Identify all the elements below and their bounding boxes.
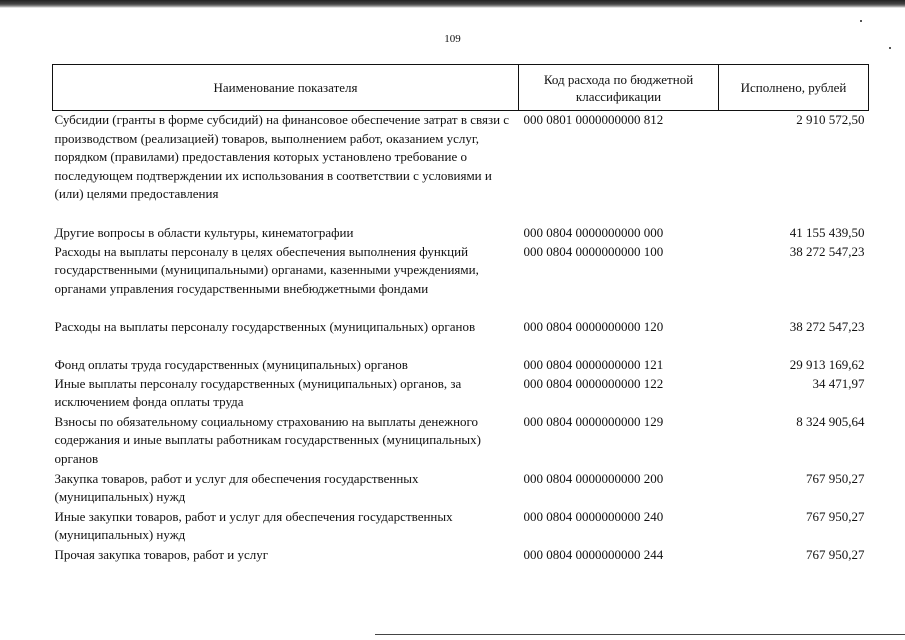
row-amount: 41 155 439,50 (789, 224, 865, 240)
row-amount: 38 272 547,23 (789, 243, 865, 259)
row-code: 000 0804 0000000000 121 (523, 356, 664, 372)
header-indicator-name (53, 65, 519, 111)
row-name: Расходы на выплаты персоналу государственных (муниципальных) органов (54, 318, 476, 334)
row-name: Субсидии (гранты в форме субсидий) на финансовое обеспечение затрат в связи с производством (реализацией) товаров, выполнением работ, оказанием услуг, порядком (правилами) предоставления которых установлено требование о последующем подтверждении их использования в соответствии с условиями и (или) целями предоставления (54, 112, 510, 202)
table-row (53, 318, 869, 356)
row-amount: 8 324 905,64 (796, 413, 865, 429)
page-number: 109 (444, 33, 461, 45)
scan-edge-bottom-rule (375, 634, 905, 635)
row-name: Иные выплаты персоналу государственных (муниципальных) органов, за исключением фонда оплаты труда (54, 375, 462, 410)
row-name: Прочая закупка товаров, работ и услуг (54, 546, 269, 562)
row-name: Расходы на выплаты персоналу в целях обеспечения выполнения функций государственными (муниципальными) органами, казенными учреждениями, органами управления государственными внебюджетными фондами (54, 243, 479, 296)
row-name: Взносы по обязательному социальному страхованию на выплаты денежного содержания и иные выплаты работникам государственных (муниципальных) органов (54, 413, 481, 466)
header-budget-code (519, 65, 719, 111)
row-name: Фонд оплаты труда государственных (муниципальных) органов (54, 356, 408, 372)
row-amount: 767 950,27 (806, 470, 865, 486)
table-row (53, 243, 869, 318)
row-name: Закупка товаров, работ и услуг для обеспечения государственных (муниципальных) нужд (54, 470, 419, 505)
row-amount: 29 913 169,62 (789, 356, 865, 372)
table-row (53, 224, 869, 243)
row-amount: 2 910 572,50 (796, 112, 865, 127)
row-code: 000 0804 0000000000 122 (523, 375, 664, 391)
table-row (53, 508, 869, 546)
scan-speck (889, 47, 891, 49)
row-code: 000 0804 0000000000 129 (523, 413, 664, 429)
scan-speck (860, 20, 862, 22)
row-code: 000 0804 0000000000 000 (523, 224, 664, 240)
header-budget-code-label: Код расхода по бюджетной классификации (543, 71, 694, 104)
table-row (53, 375, 869, 413)
expenditure-table (52, 64, 869, 565)
row-code: 000 0804 0000000000 200 (523, 470, 664, 486)
header-indicator-name-label: Наименование показателя (213, 80, 358, 95)
row-amount: 767 950,27 (806, 508, 865, 524)
row-code: 000 0804 0000000000 240 (523, 508, 664, 524)
row-code: 000 0804 0000000000 120 (523, 318, 664, 334)
row-name: Иные закупки товаров, работ и услуг для обеспечения государственных (муниципальных) нужд (54, 508, 453, 543)
header-executed-amount (719, 65, 869, 111)
row-amount: 38 272 547,23 (789, 318, 865, 334)
row-amount: 34 471,97 (812, 375, 865, 391)
table-row (53, 546, 869, 565)
row-amount: 767 950,27 (806, 546, 865, 562)
table-header-row (53, 65, 869, 111)
row-code: 000 0801 0000000000 812 (523, 112, 664, 127)
scan-edge-top (0, 0, 905, 8)
row-code: 000 0804 0000000000 244 (523, 546, 664, 562)
row-code: 000 0804 0000000000 100 (523, 243, 664, 259)
table-row (53, 413, 869, 470)
table-row (53, 470, 869, 508)
table-row (53, 111, 869, 224)
table-row (53, 356, 869, 375)
header-executed-amount-label: Исполнено, рублей (740, 80, 847, 95)
row-name: Другие вопросы в области культуры, кинематографии (54, 224, 354, 240)
